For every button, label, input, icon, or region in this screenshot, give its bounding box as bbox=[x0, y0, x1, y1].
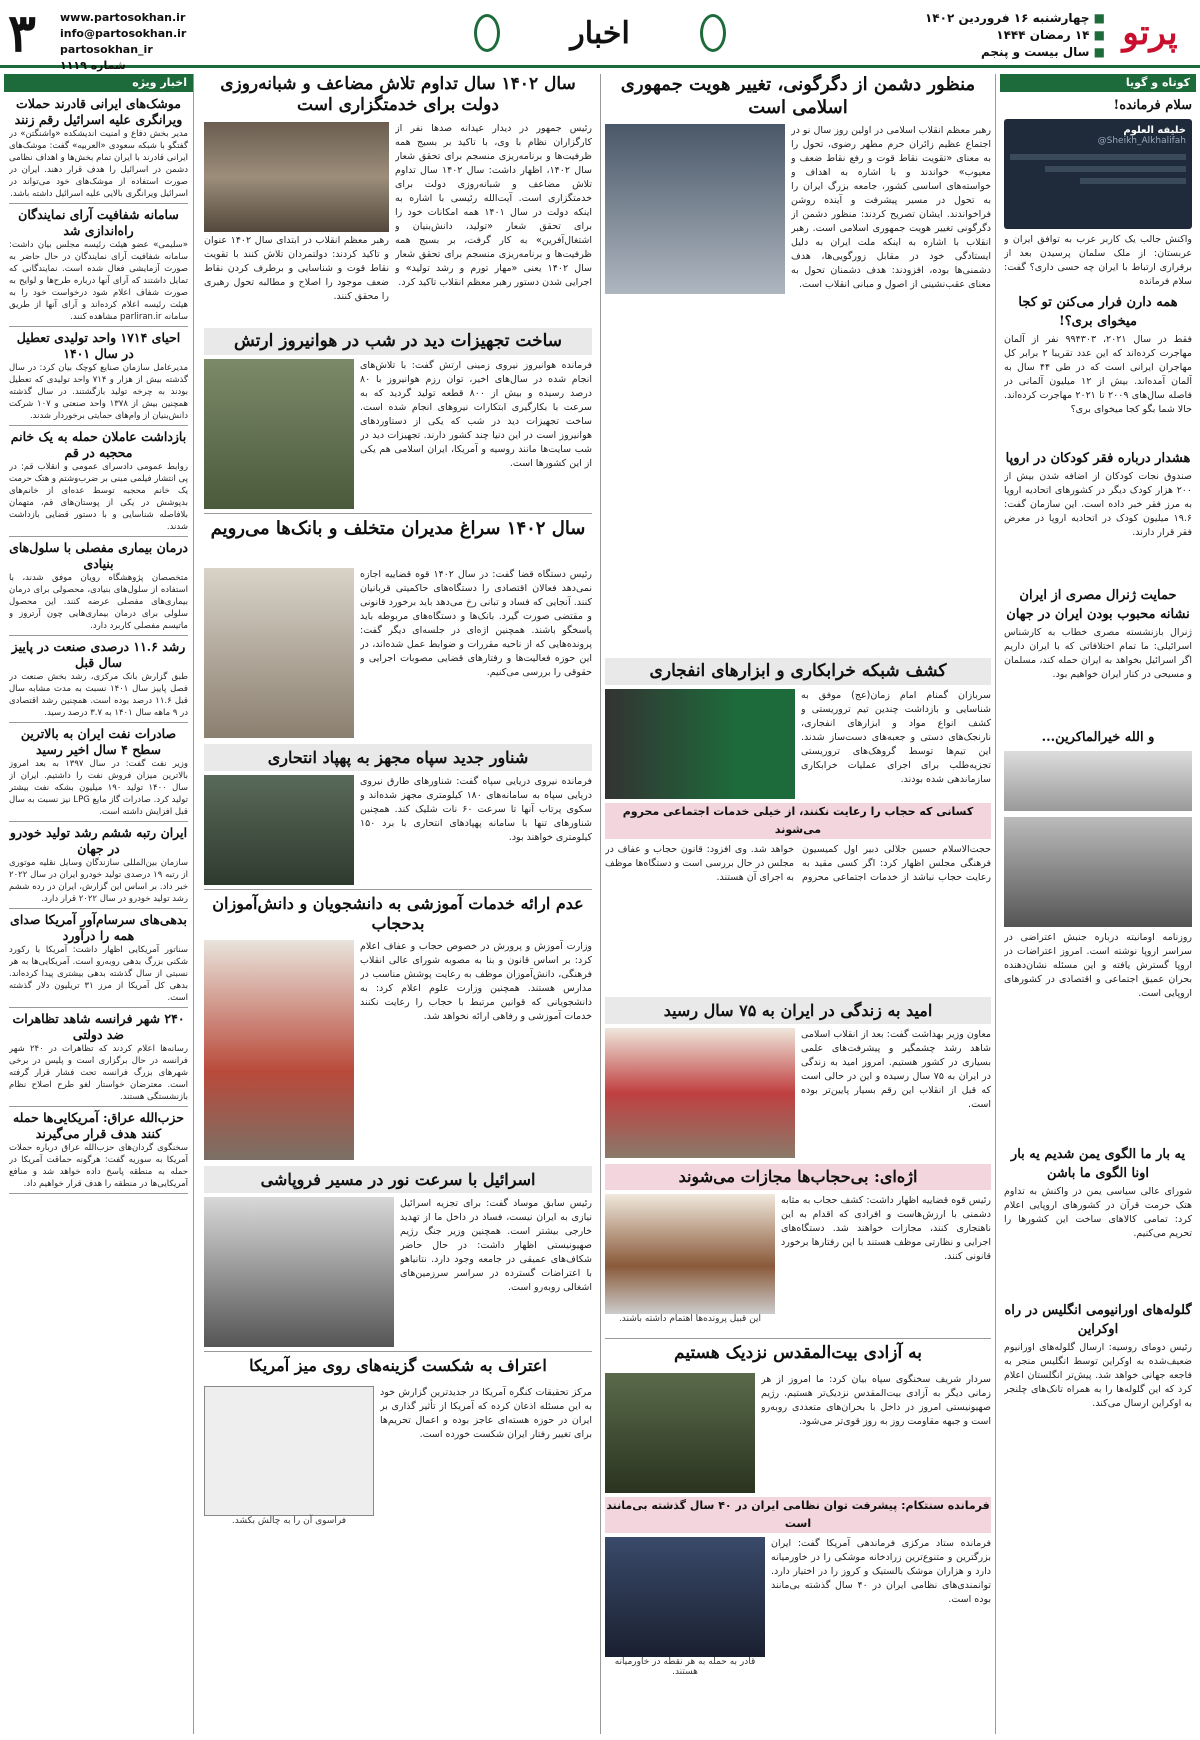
article-body: فرمانده ستاد مرکزی فرماندهی آمریکا گفت: ایران بزرگترین و متنوع‌ترین زرادخانه موشکی را در خاورمیانه دارد و هزاران موشک بالستیک و کروز را در اختیار دارد. توانمندی‌های نظامی ایران در ۴۰ سال گذشته بی‌مانند بوده است. bbox=[771, 1538, 991, 1605]
special-news-tag: اخبار ویژه bbox=[4, 74, 193, 92]
brief-title: رشد ۱۱.۶ درصدی صنعت در پاییز سال قبل bbox=[11, 639, 186, 670]
divider bbox=[9, 821, 188, 822]
brief-body: مدیر بخش دفاع و امنیت اندیشکده «واشنگتن» در گفتگو با شبکه سعودی «العربیه» گفت: موشک‌های ایرانی قادرند با ایران تمام بخش‌ها و اهداف نظامی دشمن در اسرائیل را هدف قرار دهند. ایران در صورت استفاده از موشک‌های خود می‌تواند در اسرائیل ویرانگری بالایی علیه اسرائیل داشته باشد. bbox=[9, 129, 188, 199]
intelligence-ministry-photo bbox=[605, 689, 795, 799]
brief-title: بدهی‌های سرسام‌آور آمریکا صدای همه را درآورد bbox=[10, 912, 187, 943]
headline: هشدار درباره فقر کودکان در اروپا bbox=[1005, 451, 1191, 466]
divider bbox=[9, 1007, 188, 1008]
brief-body: مدیرعامل سازمان صنایع کوچک بیان کرد: در سال گذشته بیش از هزار و ۷۱۴ واحد تولیدی که تعطیل بودند به چرخه تولید بازگشتند. در سال گذشته همچنین بیش از ۱۳۷۸ واحد صنعتی و ۱۰۷ شرکت دانش‌بنیان از وام‌های حمایتی برخوردار شدند. bbox=[9, 363, 188, 421]
closing-phrase: و الله خیرالماکرین... bbox=[1041, 730, 1155, 745]
brief-body: وزیر نفت گفت: در سال ۱۳۹۷ به بعد امروز بالاترین میزان فروش نفت را داشتیم. ایران از سال ۱۴۰۰ تولید ۱۹۰ میلیون بشکه نفت بیشتر تولید کرد. صادرات گاز مایع LPG نیز نسبت به سال قبل افزایش داشته است. bbox=[9, 759, 188, 817]
article-body: رئیس سابق موساد گفت: برای تجزیه اسرائیل نیازی به ایران نیست، فساد در داخل ما از تهدید خارجی بیشتر است. همچنین وزیر جنگ رژیم صهیونیستی اظهار داشت: در حال حاضر شکاف‌های عمیقی در جامعه وجود دارد. نتانیاهو با اعتراضات گسترده در سراسر سرزمین‌های اشغالی روبه‌رو است. bbox=[400, 1198, 592, 1293]
brief-item bbox=[9, 825, 188, 909]
date-fa: ■ چهارشنبه ۱۶ فروردین ۱۴۰۲ bbox=[925, 10, 1105, 27]
brief-body: سازمان بین‌المللی سازندگان وسایل نقلیه موتوری از رتبه ۱۹ درصدی تولید خودرو ایران در سال ۲۰۲۲ خبر داد. بر اساس این گزارش، ایران در رده ششم رشد تولید خودرو در سال ۲۰۲۲ قرار دارد. bbox=[9, 858, 188, 904]
centcom-commander-photo bbox=[605, 1537, 765, 1657]
year: ■ سال بیست و پنجم bbox=[925, 44, 1105, 61]
article-body: سردار شریف سخنگوی سپاه بیان کرد: ما امروز از هر زمانی دیگر به آزادی بیت‌المقدس نزدیک‌تر هستیم. رژیم صهیونیستی امروز در داخل با بحران‌های متعددی روبه‌رو است و جبهه مقاومت روز به روز قوی‌تر می‌شود. bbox=[761, 1374, 991, 1427]
brief-title: حزب‌الله عراق: آمریکایی‌ها حمله کنند هدف قرار می‌گیرند bbox=[12, 1110, 185, 1141]
brief-title: احیای ۱۷۱۴ واحد تولیدی تعطیل در سال ۱۴۰۱ bbox=[16, 330, 181, 361]
gavel-photo bbox=[605, 1194, 775, 1314]
divider bbox=[9, 908, 188, 909]
website-link[interactable]: www.partosokhan.ir bbox=[60, 11, 186, 24]
lead-headline: منظور دشمن از دگرگونی، تغییر هویت جمهوری اسلامی است bbox=[620, 74, 976, 118]
brief-item bbox=[9, 330, 188, 426]
news-column-b bbox=[600, 74, 996, 1734]
article-body: فرمانده هوانیروز نیروی زمینی ارتش گفت: با تلاش‌های انجام شده در سال‌های اخیر، توان رزم هوانیروز با ۸۰ درصد رسیده و بیش از ۸۰۰ قطعه تولید گردید که به سرعت با بکارگیری ابتکارات نیروهای انجام شده است. ساخت تجهیزات دید در شب که یکی از دستاوردهای هوانیروز است در این دنیا چند کشور دارند. تجهیزات دید در شب سایت‌ها مانند روسیه و آمریکا، ایران اسلامی هم یکی از این کشورها است. bbox=[360, 360, 592, 469]
headline: سلام فرمانده! bbox=[1113, 98, 1192, 113]
issue-number: شماره ۱۱۱۹ bbox=[60, 59, 126, 72]
headline: امید به زندگی در ایران به ۷۵ سال رسید bbox=[663, 1001, 933, 1020]
article-body: شورای عالی سیاسی یمن در واکنش به تداوم هتک حرمت قرآن در کشورهای اروپایی اعلام کرد: تمامی کالاهای ساخت این کشورها را تحریم می‌کنیم. bbox=[1004, 1186, 1192, 1239]
brief-item bbox=[9, 1011, 188, 1107]
divider bbox=[9, 326, 188, 327]
commander-photo bbox=[204, 359, 354, 509]
brief-body: طبق گزارش بانک مرکزی، رشد بخش صنعت در فصل پاییز سال ۱۴۰۱ نسبت به مدت مشابه سال قبل ۱۱.۶ درصد بوده است. همچنین رشد اقتصادی در ۹ ماهه سال ۱۴۰۱ به ۳.۷ درصد رسید. bbox=[9, 672, 188, 718]
headline: اعتراف به شکست گزینه‌های روی میز آمریکا bbox=[249, 1356, 547, 1375]
article-body: سربازان گمنام امام زمان(عج) موفق به شناسایی و بازداشت چندین تیم تروریستی و کشف انواع مواد و ابزارهای انفجاری، نارنجک‌های دستی و جعبه‌های دست‌ساز شدند. این تیم‌ها توسط گروهک‌های تروریستی تجزیه‌طلب برای اجرای عملیات خرابکاری سازماندهی شده بودند. bbox=[801, 690, 991, 785]
headline: عدم ارائه خدمات آموزشی به دانشجویان و دانش‌آموزان بدحجاب bbox=[212, 894, 584, 933]
divider bbox=[9, 1193, 188, 1194]
brief-body: روابط عمومی دادسرای عمومی و انقلاب قم: در پی انتشار فیلمی مبنی بر ضرب‌وشتم و هتک حرمت یک خانم محجبه توسط عده‌ای از خانم‌های بدپوشش در یکی از پوستان‌های قم، متهمان بلافاصله شناسایی و با دستور قضایی بازداشت شدند. bbox=[9, 462, 188, 532]
photo-caption: این قبیل پرونده‌ها اهتمام داشته باشند. bbox=[618, 1314, 762, 1324]
headline: گلوله‌های اورانیومی انگلیس در راه اوکراین bbox=[1004, 1303, 1192, 1337]
email-link[interactable]: info@partosokhan.ir bbox=[60, 27, 187, 40]
article-body: حجت‌الاسلام حسین جلالی دبیر اول کمیسیون فرهنگی مجلس اظهار کرد: اگر کسی مقید به رعایت حجاب نباشد از خدمات اجتماعی محروم خواهد شد. وی افزود: قانون حجاب و عفاف در مجلس در حال بررسی است و دستگاه‌ها موظف به اجرای آن هستند. bbox=[605, 844, 991, 883]
divider bbox=[9, 1106, 188, 1107]
hijab-poster-photo bbox=[204, 940, 354, 1160]
ornament-icon bbox=[474, 14, 500, 52]
article-body: رئیس دومای روسیه: ارسال گلوله‌های اورانیوم ضعیف‌شده به اوکراین توسط انگلیس منجر به فاجعه جهانی خواهد شد. پیش‌تر انگلستان اعلام کرد که این گلوله‌ها را به همراه تانک‌های چلنجر به اوکراین ارسال می‌کند. bbox=[1004, 1342, 1192, 1409]
brief-body: رسانه‌ها اعلام کردند که تظاهرات در ۲۴۰ شهر فرانسه در حال برگزاری است و پلیس در برخی شهرهای بزرگ فرانسه تحت فشار قرار گرفته است. معترضان خواستار لغو طرح اصلاح نظام بازنشستگی هستند. bbox=[9, 1044, 188, 1102]
masthead-info bbox=[925, 10, 1105, 61]
brief-body: سخنگوی گردان‌های حزب‌الله عراق درباره حملات آمریکا به سوریه گفت: هرگونه حماقت آمریکا در حمله به منطقه پاسخ داده خواهد شد و منافع آمریکایی‌ها در منطقه را هدف قرار خواهیم داد. bbox=[9, 1143, 188, 1189]
brief-title: ۲۴۰ شهر فرانسه شاهد تظاهرات ضد دولتی bbox=[12, 1011, 185, 1042]
brief-body: سناتور آمریکایی اظهار داشت: آمریکا با رکورد شکنی بزرگ بدهی روبه‌رو است. آمریکایی‌ها به هر نسبتی از سال گذشته بدهی بیشتری پیدا کرده‌اند. بدهی کل آمریکا از مرز ۳۱ تریلیون دلار گذشته است. bbox=[9, 945, 188, 1003]
article-body: معاون وزیر بهداشت گفت: بعد از انقلاب اسلامی شاهد رشد چشمگیر و پیشرفت‌های علمی بسیاری در کشور هستیم. امروز امید به زندگی در ایران به ۷۵ سال رسیده و این در حالی است که قبل از انقلاب این رقم بسیار پایین‌تر بوده است. bbox=[801, 1029, 991, 1110]
brief-item bbox=[9, 726, 188, 822]
brief-item bbox=[9, 540, 188, 636]
irgc-spokesman-photo bbox=[605, 1373, 755, 1493]
brief-title: موشک‌های ایرانی قادرند حملات ویرانگری علیه اسرائیل رقم زنند bbox=[14, 96, 183, 127]
brief-title: درمان بیماری مفصلی با سلول‌های بنیادی bbox=[9, 540, 188, 571]
headline: شناور جدید سپاه مجهز به پهپاد انتحاری bbox=[267, 748, 529, 767]
short-news-column bbox=[1000, 74, 1196, 1734]
article-body: واکنش جالب یک کاربر عرب به توافق ایران و عربستان: از ملک سلمان پرسیدن بعد از برقراری ارتباط با ایران چه حسی داری؟ گفت: سلام فرمانده bbox=[1004, 234, 1192, 287]
article-body: ژنرال بازنشسته مصری خطاب به کارشناس اسرائیلی: ما تمام اختلافاتی که با ایران داریم اگر اسرائیل بخواهد به ایران حمله کند، مسلمان و مسیحی در کنار ایران خواهیم بود. bbox=[1004, 627, 1192, 680]
headline: سال ۱۴۰۲ سراغ مدیران متخلف و بانک‌ها می‌رویم bbox=[210, 518, 586, 539]
photo-caption: قادر به حمله به هر نقطه در خاورمیانه هستند. bbox=[614, 1657, 756, 1677]
article-body: رئیس دستگاه قضا گفت: در سال ۱۴۰۲ قوه قضاییه اجازه نمی‌دهد فعالان اقتصادی را دستگاه‌های حاکمیتی قربانیان کنند. آنجایی که فساد و تبانی رخ می‌دهد باید برخورد قانونی و مقتضی صورت گیرد. بانک‌ها و دستگاه‌های مربوطه باید پاسخگو باشند. همچنین اژه‌ای در جلسه‌ای دیگر گفت: پرونده‌هایی که از ناحیه مقررات و ضوابط عمل شده‌اند، در این حوزه فعالیت‌ها و رفتارهای قضایی مصوبات اجرایی و حقوقی را بررسی می‌کنیم. bbox=[360, 569, 592, 678]
headline-bar: کسانی که حجاب را رعایت نکنند، از خیلی خدمات اجتماعی محروم می‌شوند bbox=[605, 803, 991, 839]
article-body: رئیس جمهور در دیدار عیدانه صدها نفر از کارگزاران نظام با وی، با تاکید بر بسیج همه ظرفیت‌ها و برنامه‌ریزی منسجم برای تحقق شعار سال ۱۴۰۲، اظهار داشت: سال ۱۴۰۲ سال تداوم تلاش مضاعف و شبانه‌روزی دولت برای خدمتگزاری است. آیت‌الله رئیسی با اشاره به اینکه دولت در سال ۱۴۰۱ همه امکانات خود را برای تحقق شعار «تولید، دانش‌بنیان و اشتغال‌آفرین» به کار گرفت، بر بسیج همه ظرفیت‌ها و برنامه‌ریزی منسجم برای تحقق شعار سال ۱۴۰۲ یعنی «مهار تورم و رشد تولید» و اجرایی شدن دستور رهبر معظم انقلاب تاکید کرد. bbox=[395, 123, 592, 288]
tweet-handle: @Sheikh_Alkhalifah bbox=[1097, 136, 1186, 146]
cartoon-image bbox=[204, 1386, 374, 1516]
headline: ساخت تجهیزات دید در شب در هوانیروز ارتش bbox=[233, 331, 563, 351]
article-body: فرمانده نیروی دریایی سپاه گفت: شناورهای طارق نیروی دریایی سپاه به سامانه‌های ۱۸۰ کیلومتری مجهز شده‌اند و سکوی پرتاب آنها تا سرعت ۶۰ نات شلیک کند. همچنین شناورهای تنها با سامانه پهپادهای انتحاری با برد ۱۵۰ کیلومتری خواهند بود. bbox=[360, 776, 592, 843]
brief-body: «سلیمی» عضو هیئت رئیسه مجلس بیان داشت: سامانه شفافیت آرای نمایندگان در حال حاضر به صورت آزمایشی فعال شده است. نمایندگانی که تمایل داشتند که آرای آنها درباره طرح‌ها و لوایح به صورت شفاف اعلام شود درخواست خود را به هیئت رئیسه اعلام کرده‌اند و آرای آنها از طریق سامانه parliran.ir مشاهده کنند. bbox=[9, 240, 188, 322]
divider bbox=[9, 425, 188, 426]
article-body: وزارت آموزش و پرورش در خصوص حجاب و عفاف اعلام کرد: بر اساس قانون و بنا به مصوبه شورای عالی انقلاب فرهنگی، دانش‌آموزان موظف به رعایت پوشش مناسب در مدارس هستند. همچنین وزارت علوم اعلام کرد: به دانشجویانی که قوانین مرتبط با حجاب را رعایت نکنند خدمات آموزشی و رفاهی ارائه نخواهد شد. bbox=[360, 941, 592, 1022]
brief-item bbox=[9, 429, 188, 537]
brief-item bbox=[9, 207, 188, 327]
tweet-card bbox=[1004, 119, 1192, 229]
navy-commander-photo bbox=[204, 775, 354, 885]
headline: حمایت ژنرال مصری از ایران نشانه محبوب بودن ایران در جهان bbox=[1006, 588, 1190, 622]
judiciary-chief-photo bbox=[204, 568, 354, 738]
newspaper-logo: پرتو bbox=[1122, 13, 1178, 53]
brief-item bbox=[9, 912, 188, 1008]
headline: همه دارن فرار می‌کنن تو کجا میخوای بری؟! bbox=[1018, 295, 1178, 329]
headline: به آزادی بیت‌المقدس نزدیک هستیم bbox=[674, 1343, 922, 1363]
headline-bar: اژه‌ای: بی‌حجاب‌ها مجازات می‌شوند bbox=[605, 1164, 991, 1190]
article-body: رئیس قوه قضاییه اظهار داشت: کشف حجاب به مثابه دشمنی با ارزش‌هاست و افرادی که اقدام به این ناهنجاری کنند، مجازات خواهند شد. دستگاه‌های اجرایی و نظارتی موظف هستند با این رفتارها برخورد قانونی کنند. bbox=[781, 1195, 991, 1262]
tweet-author: خلیفه العلوم bbox=[1123, 125, 1186, 136]
headline: اسرائیل با سرعت نور در مسیر فروپاشی bbox=[260, 1170, 536, 1189]
headline: کشف شبکه خرابکاری و ابزارهای انفجاری bbox=[649, 661, 947, 681]
brief-item bbox=[9, 639, 188, 723]
short-news-tag: کوتاه و گویا bbox=[1000, 74, 1196, 92]
protest-photo bbox=[204, 1197, 394, 1347]
divider bbox=[9, 635, 188, 636]
article-body: فقط در سال ۲۰۲۱، ۹۹۴۳۰۳ نفر از آلمان مهاجرت کرده‌اند که این عدد تقریبا ۲ برابر کل مهاجران ایرانی است که در طی ۴۴ سال به آلمان آمده‌اند. بیش از ۱۲ میلیون آلمانی در فاصله سال‌های ۲۰۰۹ تا ۲۰۲۱ مهاجرت کرده‌اند. حالا شما بگو کجا میخوای بری؟ bbox=[1004, 334, 1192, 415]
headline-bar: فرمانده سنتکام: پیشرفت توان نظامی ایران در ۴۰ سال گذشته بی‌مانند است bbox=[605, 1497, 991, 1533]
divider bbox=[9, 722, 188, 723]
headline: یه بار ما الگوی یمن شدیم یه بار اونا الگوی ما باشن bbox=[1010, 1147, 1186, 1181]
lead-body: رهبر معظم انقلاب اسلامی در اولین روز سال نو در اجتماع عظیم زائران حرم مطهر رضوی، تحول را به معنای «تقویت نقاط قوت و رفع نقاط ضعف و معیوب» خواندند و با اشاره به اهداف و خواسته‌های اساسی کشور، جامعه بزرگ ایران را به تحول در مسیر پیشرفت و آینده روشن فراخواندند. ایشان تصریح کردند: منظور دشمن از دگرگونی تغییر هویت جمهوری اسلامی است. رهبر انقلاب با اشاره به اینکه ملت ایران به دلیل ایستادگی خود در مقابل زورگویی‌ها، هدف دشمنی‌ها بوده، افزودند: هدف دشمنان تحول به معنای عقب‌نشینی از اصول و مبانی انقلاب است. bbox=[791, 125, 991, 290]
photo-text: رهبر معظم انقلاب در ابتدای سال ۱۴۰۲ عنوان و تاکید کردند: دولتمردان تلاش کنند با تقویت نقاط قوت و شناسایی و برطرف کردن نقاط ضعف موجود را اصلاح و مطالبه تحول رهبری را محقق کنند. bbox=[204, 235, 389, 302]
crash-photo bbox=[1004, 817, 1192, 927]
section-title: اخبار bbox=[570, 16, 630, 51]
divider bbox=[9, 536, 188, 537]
brief-item bbox=[9, 96, 188, 204]
flower-hands-photo bbox=[605, 1028, 795, 1158]
contact-info bbox=[60, 10, 186, 74]
divider bbox=[9, 203, 188, 204]
date-hijri: ■ ۱۴ رمضان ۱۴۴۴ bbox=[925, 27, 1105, 44]
special-news-column bbox=[4, 74, 194, 1734]
article-body: صندوق نجات کودکان از اضافه شدن بیش از ۲۰۰ هزار کودک دیگر در کشورهای اتحادیه اروپا به مرز فقر خبر داده است. این سازمان گفت: ۱۹.۶ میلیون کودک در اتحادیه اروپا در معرض فقر قرار دارند. bbox=[1004, 471, 1192, 538]
instagram-handle[interactable]: partosokhan_ir bbox=[60, 43, 153, 56]
meeting-photo bbox=[204, 122, 389, 232]
headline: سال ۱۴۰۲ سال تداوم تلاش مضاعف و شبانه‌روزی دولت برای خدمتگزاری است bbox=[220, 74, 576, 116]
leader-photo bbox=[605, 124, 785, 294]
cartoon-caption: فراسوی آن را به چالش بکشد. bbox=[231, 1516, 347, 1526]
brief-title: ایران رتبه ششم رشد تولید خودرو در جهان bbox=[9, 825, 188, 856]
page-number: ۳ bbox=[8, 3, 36, 64]
brief-title: بازداشت عاملان حمله به یک خانم محجبه در قم bbox=[10, 429, 187, 460]
brief-item bbox=[9, 1110, 188, 1194]
brief-body: متخصصان پژوهشگاه رویان موفق شدند، با استفاده از سلول‌های بنیادی، محصولی برای درمان بیماری‌های مفصلی عرضه کنند. این محصول سلولی برای درمان بیماری‌هایی چون آرتروز و ماتیسم مفصلی کاربرد دارد. bbox=[9, 573, 188, 631]
news-column-a bbox=[200, 74, 596, 1734]
brief-title: سامانه شفافیت آرای نمایندگان راه‌اندازی شد bbox=[18, 207, 179, 238]
article-body: مرکز تحقیقات کنگره آمریکا در جدیدترین گزارش خود به این مسئله اذعان کرده که آمریکا از تأثیر گذاری بر ایران در حوزه هسته‌ای عاجز بوده و اعمال تحریم‌ها برای تغییر رفتار ایران شکست خورده است. bbox=[380, 1387, 592, 1440]
masthead bbox=[0, 0, 1200, 72]
brief-title: صادرات نفت ایران به بالاترین سطح ۴ سال اخیر رسید bbox=[20, 726, 177, 757]
article-body: روزنامه اومانیته درباره جنبش اعتراضی در سراسر اروپا نوشته است. امروز اعتراضات در اروپا گسترش یافته و این مسئله نشان‌دهنده بحران عمیق اجتماعی و اقتصادی در کشورهای اروپایی است. bbox=[1004, 932, 1192, 999]
calligraphy-image bbox=[1004, 751, 1192, 811]
